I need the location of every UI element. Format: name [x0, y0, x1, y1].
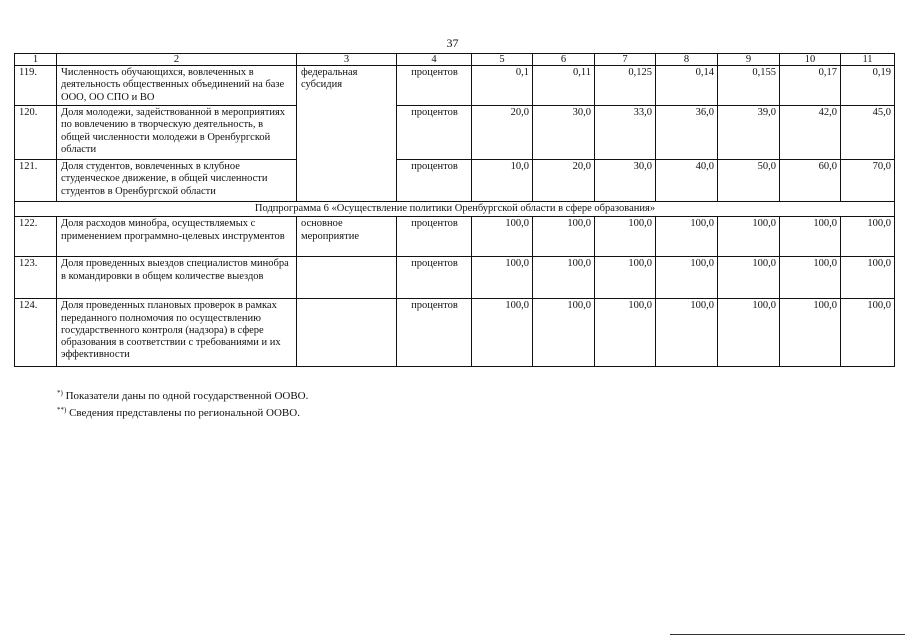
unit-cell: процентов	[397, 257, 472, 299]
value-cell: 100,0	[780, 299, 841, 367]
indicator-name: Доля студентов, вовлеченных в клубное студенческое движение, в общей численности студентов в Оренбургской области	[57, 160, 297, 202]
column-header: 9	[718, 54, 780, 66]
value-cell: 100,0	[718, 217, 780, 257]
value-cell: 100,0	[718, 299, 780, 367]
column-header: 11	[841, 54, 895, 66]
unit-cell: процентов	[397, 217, 472, 257]
column-header: 4	[397, 54, 472, 66]
value-cell: 40,0	[656, 160, 718, 202]
column-header: 7	[595, 54, 656, 66]
unit-cell: процентов	[397, 66, 472, 106]
value-cell: 45,0	[841, 106, 895, 160]
table-row	[15, 66, 895, 106]
row-index: 122.	[15, 217, 57, 257]
row-index: 124.	[15, 299, 57, 367]
value-cell: 100,0	[472, 217, 533, 257]
value-cell: 70,0	[841, 160, 895, 202]
column-header: 2	[57, 54, 297, 66]
value-cell: 39,0	[718, 106, 780, 160]
indicator-name: Доля молодежи, задействованной в мероприятиях по вовлечению в творческую деятельность, в общей численности молодежи в Оренбургской области	[57, 106, 297, 160]
table-row	[15, 160, 895, 202]
subprogram-title: Подпрограмма 6 «Осуществление политики Оренбургской области в сфере образования»	[15, 202, 895, 217]
value-cell: 100,0	[656, 257, 718, 299]
table-row	[15, 106, 895, 160]
value-cell: 0,1	[472, 66, 533, 106]
value-cell: 100,0	[656, 217, 718, 257]
page-number: 37	[446, 36, 459, 50]
value-cell: 100,0	[533, 299, 595, 367]
column-numbers-row	[15, 54, 895, 66]
value-cell: 100,0	[472, 299, 533, 367]
subprogram-row	[15, 202, 895, 217]
footnote-mark: *)	[57, 389, 63, 397]
value-cell: 100,0	[533, 217, 595, 257]
value-cell: 100,0	[841, 257, 895, 299]
footnote	[57, 403, 308, 420]
indicator-name: Доля проведенных плановых проверок в рамках переданного полномочия по осуществлению государственного контроля (надзора) в сфере образования в соответствии с требованиями и их эффективности	[57, 299, 297, 367]
row-index: 123.	[15, 257, 57, 299]
value-cell: 100,0	[841, 217, 895, 257]
value-cell: 42,0	[780, 106, 841, 160]
table-row	[15, 257, 895, 299]
value-cell: 100,0	[595, 299, 656, 367]
indicator-name: Численность обучающихся, вовлеченных в деятельность общественных объединений на базе ООО, ОО СПО и ВО	[57, 66, 297, 106]
footnote-text: Сведения представлены по региональной ООВО.	[66, 407, 300, 419]
unit-cell: процентов	[397, 106, 472, 160]
column-header: 1	[15, 54, 57, 66]
column-header: 10	[780, 54, 841, 66]
column-header: 8	[656, 54, 718, 66]
value-cell: 100,0	[595, 257, 656, 299]
value-cell: 100,0	[780, 257, 841, 299]
unit-cell: процентов	[397, 299, 472, 367]
value-cell: 10,0	[472, 160, 533, 202]
value-cell: 100,0	[780, 217, 841, 257]
footnote-text: Показатели даны по одной государственной ООВО.	[62, 390, 309, 402]
funding-source	[297, 299, 397, 367]
column-header: 5	[472, 54, 533, 66]
value-cell: 100,0	[533, 257, 595, 299]
value-cell: 100,0	[656, 299, 718, 367]
value-cell: 0,125	[595, 66, 656, 106]
footnote-mark: **)	[57, 406, 67, 414]
value-cell: 33,0	[595, 106, 656, 160]
funding-source	[297, 257, 397, 299]
value-cell: 30,0	[533, 106, 595, 160]
value-cell: 36,0	[656, 106, 718, 160]
funding-source: федеральная субсидия	[297, 66, 397, 202]
unit-cell: процентов	[397, 160, 472, 202]
value-cell: 100,0	[841, 299, 895, 367]
value-cell: 0,14	[656, 66, 718, 106]
funding-source: основное мероприятие	[297, 217, 397, 257]
row-index: 119.	[15, 66, 57, 106]
value-cell: 100,0	[472, 257, 533, 299]
indicator-name: Доля проведенных выездов специалистов минобра в командировки в общем количестве выездов	[57, 257, 297, 299]
column-header: 6	[533, 54, 595, 66]
row-index: 121.	[15, 160, 57, 202]
footnotes	[57, 386, 308, 420]
indicator-name: Доля расходов минобра, осуществляемых с применением программно-целевых инструментов	[57, 217, 297, 257]
indicators-table	[14, 53, 895, 367]
table-row	[15, 299, 895, 367]
value-cell: 100,0	[718, 257, 780, 299]
value-cell: 50,0	[718, 160, 780, 202]
value-cell: 60,0	[780, 160, 841, 202]
value-cell: 30,0	[595, 160, 656, 202]
column-header: 3	[297, 54, 397, 66]
value-cell: 0,19	[841, 66, 895, 106]
table-row	[15, 217, 895, 257]
value-cell: 0,155	[718, 66, 780, 106]
value-cell: 20,0	[533, 160, 595, 202]
footnote	[57, 386, 308, 403]
row-index: 120.	[15, 106, 57, 160]
page-divider-line	[670, 634, 905, 635]
value-cell: 100,0	[595, 217, 656, 257]
value-cell: 20,0	[472, 106, 533, 160]
value-cell: 0,11	[533, 66, 595, 106]
value-cell: 0,17	[780, 66, 841, 106]
